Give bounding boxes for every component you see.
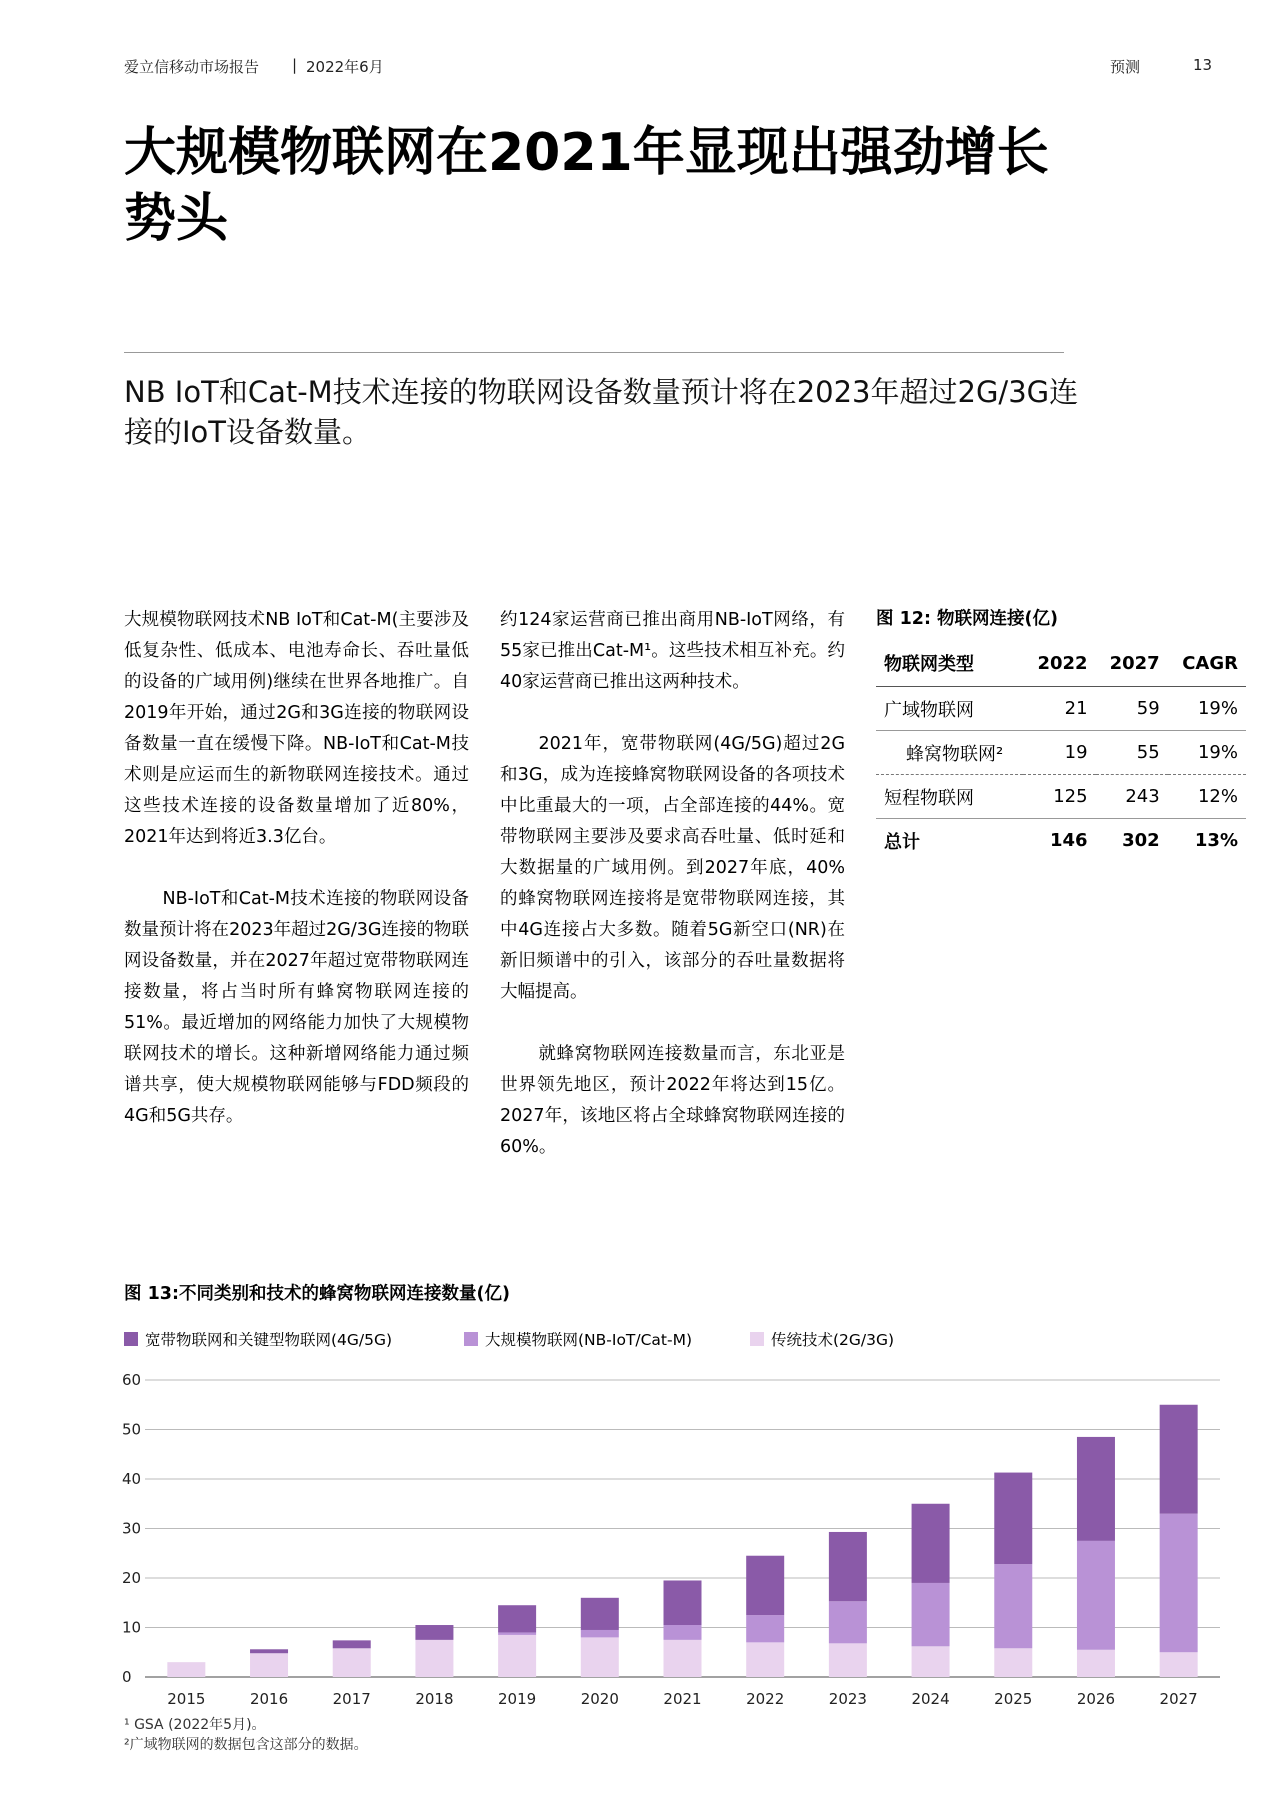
report-date: 2022年6月	[306, 58, 384, 76]
table-cell-2027: 59	[1096, 687, 1168, 731]
footnote-2: ²广域物联网的数据包含这部分的数据。	[124, 1737, 368, 1753]
legend-label: 大规模物联网(NB-IoT/Cat-M)	[485, 1331, 693, 1349]
page-number: 13	[1193, 56, 1213, 74]
col2-paragraph-2: 2021年，宽带物联网(4G/5G)超过2G和3G，成为连接蜂窝物联网设备的各项技术中比重最大的一项，占全部连接的44%。宽带物联网主要涉及要求高吞吐量、低时延和大数据量的广域用例。到2027年底，40%的蜂窝物联网连接将是宽带物联网连接，其中4G连接占大多数。随着5G新空口(NR)在新旧频谱中的引入，该部分的吞吐量数据将大幅提高。	[500, 734, 845, 1002]
lead-paragraph: NB IoT和Cat-M技术连接的物联网设备数量预计将在2023年超过2G/3G连接的IoT设备数量。	[124, 375, 1079, 449]
bar-segment	[250, 1653, 288, 1677]
bar-segment	[829, 1532, 867, 1601]
table-cell-2022: 125	[1023, 775, 1095, 819]
bar-segment	[746, 1642, 784, 1677]
bar-segment	[994, 1473, 1032, 1565]
x-tick-label: 2021	[663, 1690, 702, 1708]
col1-paragraph-1: 大规模物联网技术NB IoT和Cat-M(主要涉及低复杂性、低成本、电池寿命长、吞吐量低的设备的广域用例)继续在世界各地推广。自2019年开始，通过2G和3G连接的物联网设备数量一直在缓慢下降。NB-IoT和Cat-M技术则是应运而生的新物联网连接技术。通过这些技术连接的设备数量增加了近80%，2021年达到将近3.3亿台。	[124, 610, 469, 847]
footnote-1: ¹ GSA (2022年5月)。	[124, 1717, 266, 1733]
x-tick-label: 2027	[1159, 1690, 1198, 1708]
bar-segment	[167, 1662, 205, 1677]
bar-segment	[912, 1583, 950, 1646]
x-tick-label: 2015	[167, 1690, 206, 1708]
legend-swatch	[464, 1332, 478, 1346]
col1-paragraph-2: NB-IoT和Cat-M技术连接的物联网设备数量预计将在2023年超过2G/3G连接的物联网设备数量，并在2027年超过宽带物联网连接数量，将占当时所有蜂窝物联网连接的51%。最近增加的网络能力加快了大规模物联网技术的增长。这种新增网络能力通过频谱共享，使大规模物联网能够与FDD频段的4G和5G共存。	[124, 889, 469, 1126]
y-tick-label: 30	[122, 1519, 142, 1538]
legend-item-broadband	[124, 1328, 392, 1350]
table-cell-type: 蜂窝物联网²	[876, 731, 1023, 775]
table-header-type: 物联网类型	[876, 648, 1023, 687]
bar-segment	[746, 1556, 784, 1615]
legend-item-legacy	[750, 1328, 894, 1350]
table-cell-type: 广域物联网	[876, 687, 1023, 731]
x-tick-label: 2019	[498, 1690, 537, 1708]
x-tick-label: 2025	[994, 1690, 1033, 1708]
table-cell-2022: 21	[1023, 687, 1095, 731]
bar-segment	[746, 1615, 784, 1642]
table-cell-2027: 302	[1122, 830, 1160, 851]
x-tick-label: 2023	[828, 1690, 867, 1708]
bar-segment	[1077, 1650, 1115, 1677]
legend-item-massive-iot	[464, 1328, 692, 1350]
bar-segment	[912, 1646, 950, 1677]
section-name: 预测	[1110, 58, 1141, 76]
bar-segment	[415, 1640, 453, 1677]
x-tick-label: 2020	[580, 1690, 619, 1708]
page-title: 大规模物联网在2021年显现出强劲增长势头	[124, 123, 1049, 249]
bar-segment	[498, 1635, 536, 1677]
bar-segment	[498, 1605, 536, 1632]
table-cell-type: 总计	[884, 831, 920, 853]
legend-swatch	[750, 1332, 764, 1346]
bar-segment	[581, 1630, 619, 1637]
table-cell-cagr: 13%	[1194, 830, 1238, 851]
bar-segment	[664, 1640, 702, 1677]
table-title: 图 12: 物联网连接(亿)	[876, 609, 1059, 629]
header-separator: |	[292, 56, 298, 74]
bar-segment	[912, 1504, 950, 1583]
x-tick-label: 2016	[249, 1690, 289, 1708]
y-tick-label: 20	[122, 1569, 142, 1587]
y-tick-label: 40	[122, 1470, 142, 1488]
report-name: 爱立信移动市场报告	[124, 58, 260, 76]
y-tick-label: 50	[122, 1420, 142, 1439]
table-row-total	[876, 819, 1246, 863]
bar-segment	[250, 1649, 288, 1653]
table-cell-2027: 55	[1096, 731, 1168, 775]
bar-segment	[1160, 1514, 1198, 1653]
table-row	[876, 731, 1246, 775]
text-column-1	[124, 605, 469, 1163]
bar-segment	[829, 1601, 867, 1643]
col2-paragraph-1: 约124家运营商已推出商用NB-IoT网络，有55家已推出Cat-M¹。这些技术相互补充。约40家运营商已推出这两种技术。	[500, 610, 845, 692]
title-divider	[124, 352, 1064, 353]
col2-paragraph-3: 就蜂窝物联网连接数量而言，东北亚是世界领先地区，预计2022年将达到15亿。2027年，该地区将占全球蜂窝物联网连接的60%。	[500, 1044, 845, 1157]
bar-segment	[664, 1580, 702, 1625]
x-tick-label: 2022	[746, 1690, 785, 1708]
x-tick-label: 2026	[1076, 1690, 1116, 1708]
x-tick-label: 2024	[911, 1690, 950, 1708]
table-header-2027: 2027	[1096, 648, 1168, 687]
table-cell-2022: 146	[1050, 830, 1088, 851]
bar-segment	[1077, 1437, 1115, 1541]
bar-segment	[581, 1598, 619, 1630]
table-row	[876, 687, 1246, 731]
table-cell-cagr: 19%	[1168, 731, 1246, 775]
table-cell-type: 短程物联网	[876, 775, 1023, 819]
table-header-2022: 2022	[1023, 648, 1095, 687]
x-tick-label: 2017	[332, 1690, 371, 1708]
legend-swatch	[124, 1332, 138, 1346]
bar-segment	[415, 1625, 453, 1640]
y-tick-label: 10	[122, 1618, 142, 1637]
y-tick-label: 60	[122, 1371, 142, 1389]
table-row	[876, 775, 1246, 819]
bar-segment	[1160, 1405, 1198, 1514]
table-cell-2022: 19	[1023, 731, 1095, 775]
legend-label: 传统技术(2G/3G)	[771, 1331, 895, 1349]
bar-segment	[333, 1640, 371, 1648]
bar-segment	[1160, 1652, 1198, 1677]
bar-segment	[1077, 1541, 1115, 1650]
y-tick-label: 0	[122, 1668, 132, 1686]
bar-segment	[994, 1564, 1032, 1648]
iot-connections-table	[876, 648, 1246, 862]
bar-segment	[994, 1648, 1032, 1677]
chart-title: 图 13:不同类别和技术的蜂窝物联网连接数量(亿)	[124, 1284, 510, 1304]
text-column-2	[500, 605, 845, 1194]
table-header-cagr: CAGR	[1168, 648, 1246, 687]
bar-segment	[498, 1632, 536, 1634]
bar-segment	[664, 1625, 702, 1640]
table-cell-cagr: 19%	[1168, 687, 1246, 731]
bar-segment	[333, 1648, 371, 1677]
table-cell-2027: 243	[1096, 775, 1168, 819]
bar-segment	[581, 1637, 619, 1677]
bar-segment	[829, 1643, 867, 1677]
table-cell-cagr: 12%	[1168, 775, 1246, 819]
x-tick-label: 2018	[415, 1690, 454, 1708]
legend-label: 宽带物联网和关键型物联网(4G/5G)	[145, 1331, 393, 1349]
